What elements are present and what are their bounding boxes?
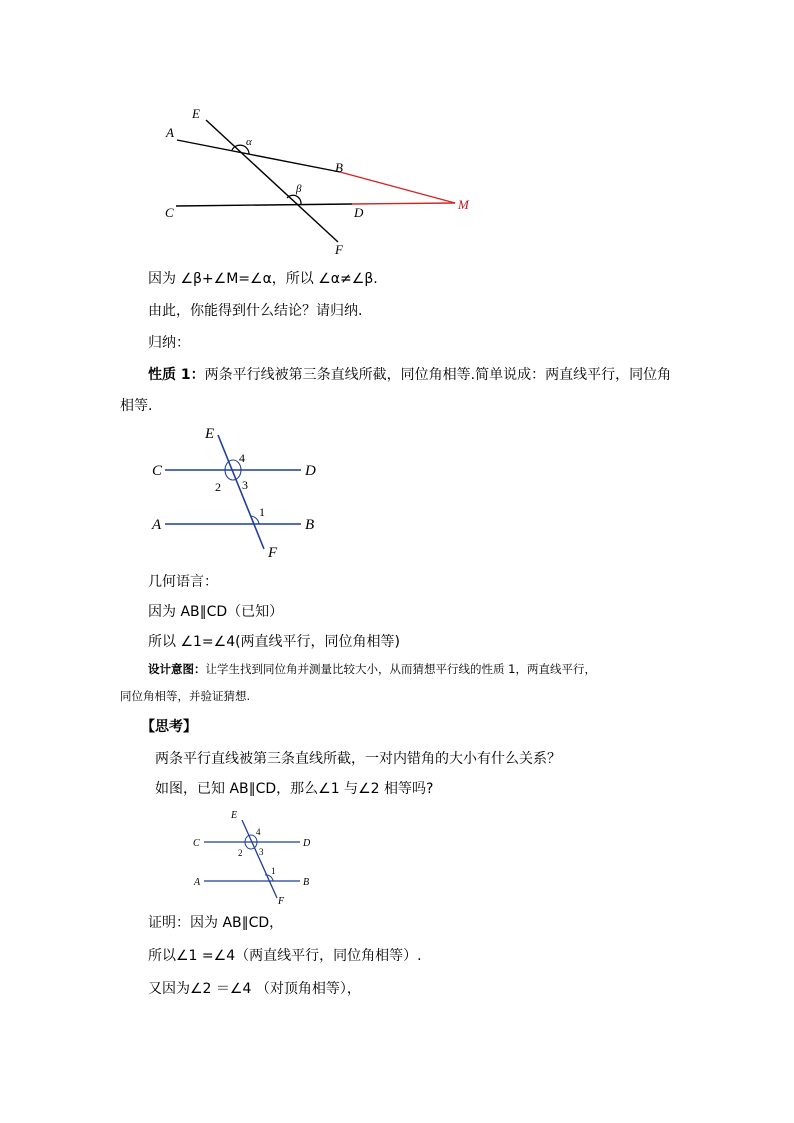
because-line: 因为 AB∥CD（已知） — [148, 604, 284, 620]
design-intent-label: 设计意图： — [148, 662, 206, 676]
label-4: 4 — [239, 451, 245, 465]
label-1: 1 — [259, 505, 265, 519]
text-line-2: 由此，你能得到什么结论？请归纳. — [148, 303, 363, 319]
label-e: E — [205, 426, 215, 442]
label-4: 4 — [256, 827, 261, 837]
label-e: E — [231, 810, 238, 821]
label-d: D — [354, 205, 364, 220]
label-f: F — [278, 896, 285, 907]
label-a: A — [152, 517, 162, 533]
therefore-line: 所以 ∠1=∠4(两直线平行，同位角相等) — [148, 634, 401, 650]
label-1: 1 — [271, 866, 276, 876]
label-alpha: α — [246, 136, 252, 148]
proof-line-2: 所以∠1 =∠4（两直线平行，同位角相等）. — [148, 948, 422, 964]
label-f: F — [335, 242, 343, 257]
text-line-3: 归纳： — [148, 335, 190, 351]
property-1-cont: 相等. — [120, 398, 153, 414]
geometry-language: 几何语言： — [148, 574, 218, 590]
label-3: 3 — [259, 847, 264, 857]
label-b: B — [303, 877, 310, 888]
label-c: C — [152, 463, 163, 479]
proof-line-3: 又因为∠2 ＝∠4 （对顶角相等）， — [148, 981, 361, 997]
label-a: A — [166, 125, 174, 140]
figure-question: 如图，已知 AB∥CD，那么∠1 与∠2 相等吗? — [155, 781, 434, 797]
label-2: 2 — [238, 848, 243, 858]
proof-line-1: 证明：因为 AB∥CD， — [148, 915, 284, 931]
label-b: B — [305, 517, 315, 533]
label-f: F — [268, 545, 278, 561]
label-beta: β — [296, 183, 302, 195]
label-3: 3 — [242, 478, 248, 492]
label-b: B — [335, 160, 343, 175]
label-d: D — [305, 463, 316, 479]
label-d: D — [303, 838, 311, 849]
question: 两条平行直线被第三条直线所截，一对内错角的大小有什么关系？ — [155, 751, 561, 767]
label-c: C — [193, 838, 200, 849]
property-1-label: 性质 1： — [148, 367, 205, 383]
design-intent-text: 让学生找到同位角并测量比较大小，从而猜想平行线的性质 1，两直线平行， — [205, 662, 596, 676]
think-heading-text: 【思考】 — [141, 719, 197, 735]
text-line-1: 因为 ∠β+∠M=∠α，所以 ∠α≠∠β. — [148, 271, 378, 287]
design-intent-cont: 同位角相等，并验证猜想. — [120, 689, 251, 703]
label-c: C — [165, 205, 174, 220]
label-a: A — [194, 877, 201, 888]
label-2: 2 — [215, 480, 221, 494]
label-e: E — [192, 106, 200, 121]
label-m: M — [458, 197, 469, 212]
property-1-text: 两条平行线被第三条直线所截，同位角相等.简单说成：两直线平行，同位角 — [204, 367, 672, 383]
